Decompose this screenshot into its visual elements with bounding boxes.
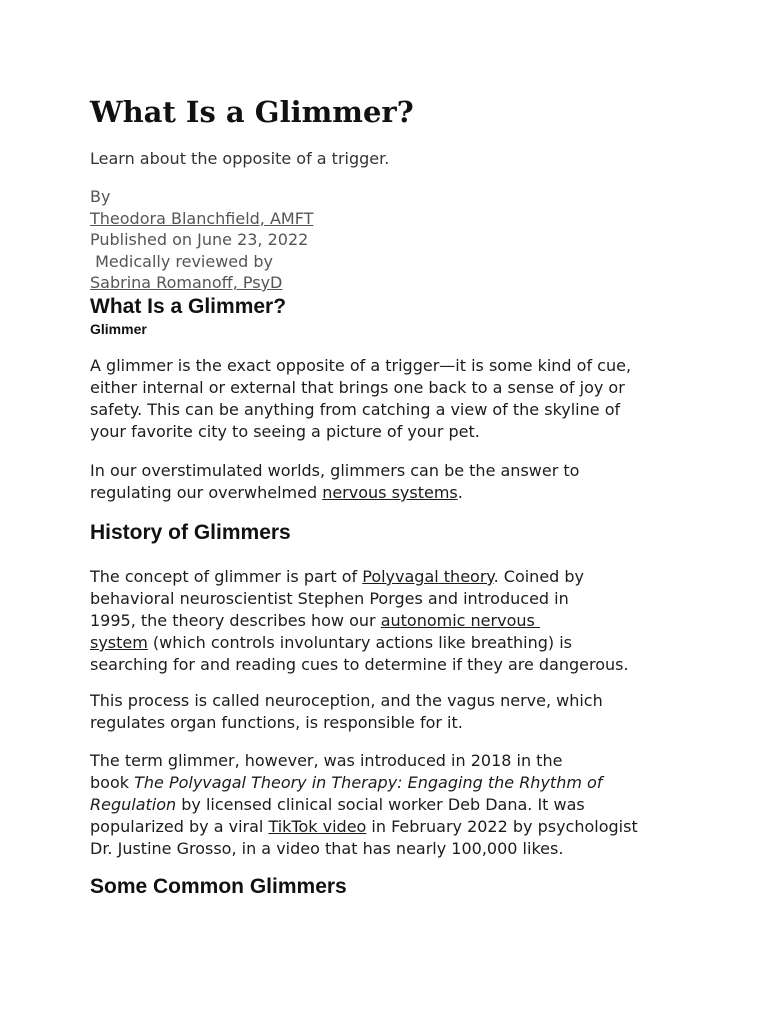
- tiktok-video-link[interactable]: TikTok video: [268, 817, 367, 836]
- autonomic-nervous-system-link[interactable]: autonomic nervous: [380, 611, 540, 630]
- paragraph-polyvagal: The concept of glimmer is part of Polyvagal theory. Coined by behavioral neuroscientist Stephen Porges and introduced in 1995, the theory describes how our autonomic nervous system (which controls involuntary actions like breathing) is searching for and reading cues to determine if they are dangerous.: [90, 567, 629, 674]
- autonomic-nervous-system-link-cont[interactable]: system: [90, 633, 148, 652]
- section-heading-common: Some Common Glimmers: [90, 875, 347, 898]
- book-title: The Polyvagal Theory in Therapy: Engaging the Rhythm of: [134, 773, 603, 792]
- byline-by: By: [90, 187, 111, 206]
- published-date: Published on June 23, 2022: [90, 230, 309, 249]
- section-heading-what-is: What Is a Glimmer?: [90, 295, 287, 318]
- section-heading-history: History of Glimmers: [90, 521, 291, 544]
- reviewed-label: Medically reviewed by: [90, 251, 274, 271]
- paragraph-overstimulated: In our overstimulated worlds, glimmers can be the answer to regulating our overwhelmed nervous systems.: [90, 461, 580, 502]
- figure-label: Glimmer: [90, 321, 147, 337]
- paragraph-definition: A glimmer is the exact opposite of a trigger—it is some kind of cue, either internal or external that brings one back to a sense of joy or safety. This can be anything from catching a view of the skyline of your favorite city to seeing a picture of your pet.: [90, 356, 632, 441]
- polyvagal-theory-link[interactable]: Polyvagal theory: [362, 567, 494, 586]
- paragraph-term-origin: The term glimmer, however, was introduced in 2018 in the book The Polyvagal Theory in Therapy: Engaging the Rhythm of Regulation by licensed clinical social worker Deb Dana. It was popularized by a viral TikTok video in February 2022 by psychologist Dr. Justine Grosso, in a video that has nearly 100,000 likes.: [90, 751, 638, 858]
- reviewer-link[interactable]: Sabrina Romanoff, PsyD: [90, 273, 283, 292]
- author-link[interactable]: Theodora Blanchfield, AMFT: [90, 208, 314, 228]
- paragraph-neuroception: This process is called neuroception, and the vagus nerve, which regulates organ functions, is responsible for it.: [90, 691, 603, 732]
- nervous-systems-link[interactable]: nervous systems: [322, 483, 458, 502]
- page-subtitle: Learn about the opposite of a trigger.: [90, 149, 390, 168]
- byline: [90, 186, 313, 294]
- book-title-cont: Regulation: [90, 795, 177, 814]
- page-title: What Is a Glimmer?: [90, 95, 414, 129]
